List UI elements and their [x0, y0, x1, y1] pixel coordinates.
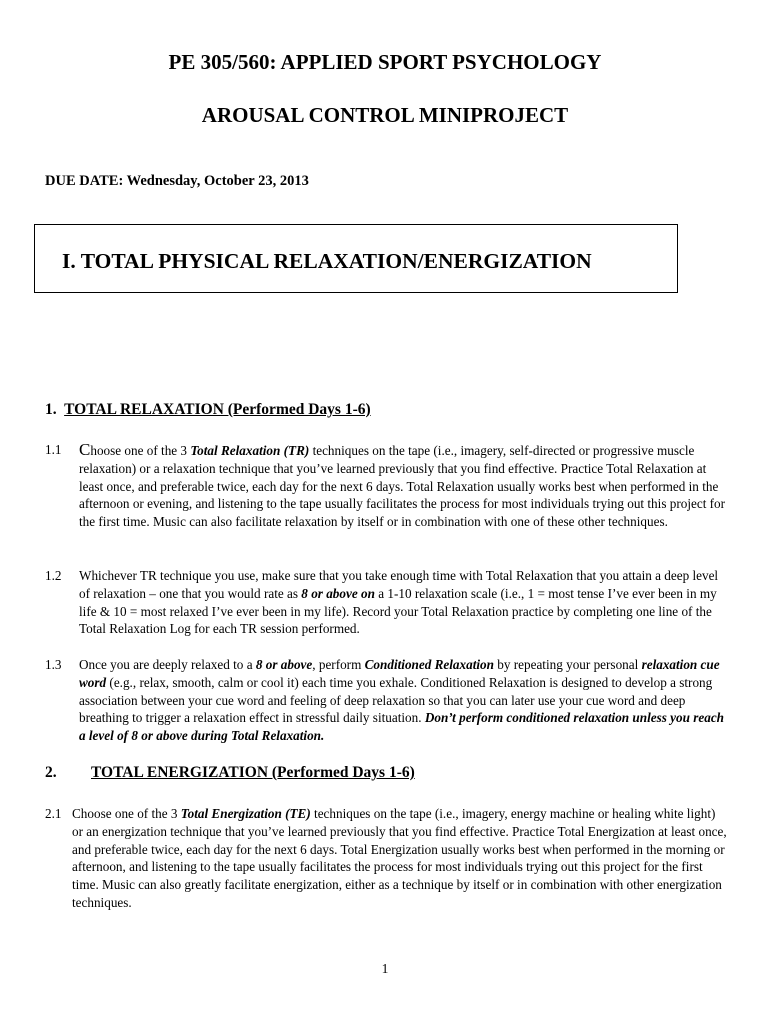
paragraph-text: hoose one of the 3	[90, 443, 191, 458]
project-title: AROUSAL CONTROL MINIPROJECT	[201, 103, 569, 127]
paragraph-text: Whichever TR technique you use, make sure that you take enough time with Total Relaxation that you attain a deep level of relaxation – one that you would rate as	[79, 568, 719, 601]
emphasis-text: Total Relaxation (TR)	[190, 443, 310, 458]
section-1-number: 1.	[45, 401, 57, 418]
paragraph-text: techniques on the tape (i.e., imagery, energy machine or healing white light) or an energization technique that you’ve learned previously that you find effective. Practice Total Energization at least once, and preferable twice, each day for the next 6 days. Total Energization usually works best when performed in the morning or afternoon, and listening to the tape usually facilitates the process for most individuals trying out this project for the first time. Music can also greatly facilitate energization, either as a technique by itself or in combination with other energization techniques.	[72, 806, 727, 910]
paragraph-text: a 1-10 relaxation scale (i.e., 1 = most tense I’ve ever been in my life & 10 = most relaxed I’ve ever been in my life). Record your Total Relaxation practice by completing one line of the Total Relaxation Log for each TR session performed.	[79, 585, 717, 637]
drop-letter: C	[79, 440, 91, 459]
section-box-title: I. TOTAL PHYSICAL RELAXATION/ENERGIZATION	[62, 249, 592, 273]
emphasis-text: Don’t perform conditioned relaxation unless you reach a level of 8 or above during Total Relaxation.	[79, 710, 725, 744]
emphasis-text: relaxation cue word	[79, 657, 720, 690]
paragraph-text: Choose one of the 3	[72, 806, 181, 821]
paragraph-number: 1.2	[45, 568, 62, 583]
due-date: DUE DATE: Wednesday, October 23, 2013	[45, 173, 309, 189]
section-2-title-wrap	[91, 764, 415, 782]
paragraph-text: , perform	[312, 657, 365, 672]
paragraph-number: 2.1	[45, 806, 62, 821]
emphasis-text: Conditioned Relaxation	[364, 657, 494, 672]
section-1-heading	[45, 401, 371, 419]
paragraph-number: 1.1	[45, 442, 62, 457]
paragraph-text: by repeating your personal	[493, 657, 642, 672]
page-number: 1	[381, 961, 389, 976]
paragraph-text: (e.g., relax, smooth, calm or cool it) each time you exhale. Conditioned Relaxation is designed to develop a strong association between your cue word and feeling of deep relaxation so that you can later use your cue word and deep breathing to trigger a relaxation effect in stressful daily situation.	[79, 674, 713, 726]
section-2-heading	[45, 764, 57, 782]
section-2-number: 2.	[45, 764, 57, 781]
section-2-title: TOTAL ENERGIZATION (Performed Days 1-6)	[91, 764, 415, 781]
emphasis-text: 8 or above on	[301, 585, 375, 601]
emphasis-text: Total Energization (TE)	[180, 806, 311, 821]
course-title: PE 305/560: APPLIED SPORT PSYCHOLOGY	[168, 50, 602, 74]
paragraph-text: Once you are deeply relaxed to a	[79, 657, 256, 672]
section-1-title: TOTAL RELAXATION (Performed Days 1-6)	[64, 401, 371, 418]
paragraph-text: techniques on the tape (i.e., imagery, self-directed or progressive muscle relaxation) or a relaxation technique that you’ve learned previously that you find effective. Practice Total Relaxation at least once, and preferable twice, each day for the next 6 days. Total Relaxation usually works best when performed in the afternoon or evening, and listening to the tape usually facilitates the process for most individuals trying out this project for the first time. Music can also facilitate relaxation by itself or in combination with one of these other techniques.	[79, 443, 726, 530]
emphasis-text: 8 or above	[255, 657, 313, 672]
paragraph-number: 1.3	[45, 657, 62, 672]
